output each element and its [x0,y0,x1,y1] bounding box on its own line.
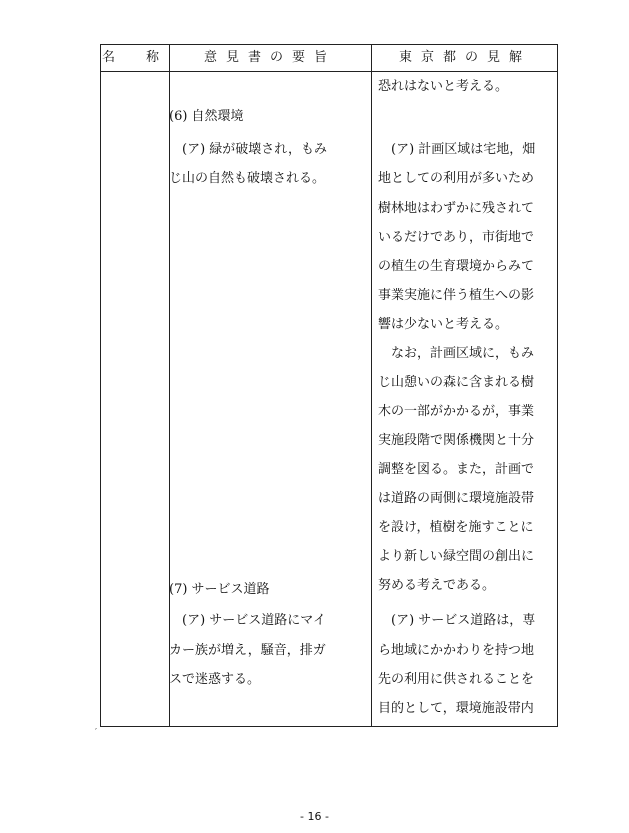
response-line: (ア) 計画区域は宅地，畑 [378,142,536,157]
response-line: 響は少ないと考える。 [378,317,509,332]
column-divider-2 [371,45,372,726]
opinion-response-table [100,44,558,727]
opinion-line: (ア) サービス道路にマイ [169,613,327,628]
response-line: 調整を図る。また，計画で [378,462,535,477]
response-line: 事業実施に伴う植生への影 [378,288,535,303]
opinion-line: (ア) 緑が破壊され，もみ [169,142,328,157]
response-line: なお，計画区域に，もみ [378,346,535,361]
response-line: 実施段階で関係機関と十分 [378,433,535,448]
opinion-line: カー族が増え，騒音，排ガ [169,643,326,658]
opinion-heading-7: (7) サービス道路 [169,582,270,597]
response-line: じ山憩いの森に含まれる樹 [378,375,535,390]
response-line: より新しい緑空間の創出に [378,549,535,564]
response-line: いるだけであり，市街地で [378,230,535,245]
opinion-line: じ山の自然も破壊される。 [169,171,326,186]
margin-mark: ′ [95,728,98,738]
response-line: を設け，植樹を施すことに [378,520,534,535]
response-line: (ア) サービス道路は，専 [378,613,536,628]
response-line: 地としての利用が多いため [378,171,535,186]
response-line: の植生の生育環境からみて [378,259,535,274]
header-divider [101,71,557,72]
response-line: ら地域にかかわりを持つ地 [378,643,535,658]
response-line: 樹林地はわずかに残されて [378,201,535,216]
response-line: 先の利用に供されることを [378,672,535,687]
response-line: 木の一部がかかるが，事業 [378,404,535,419]
header-opinion: 意見書の要旨 [203,50,336,65]
response-line: 努める考えである。 [378,578,496,593]
response-line: 目的として，環境施設帯内 [378,701,534,716]
header-name: 名 称 [101,50,168,65]
response-line: 恐れはないと考える。 [378,79,509,94]
response-line: は道路の両側に環境施設帯 [378,491,535,506]
opinion-line: スで迷惑する。 [169,672,261,687]
header-response: 東京都の見解 [398,50,531,65]
page-number: - 16 - [300,810,329,823]
opinion-heading-6: (6) 自然環境 [169,109,244,124]
